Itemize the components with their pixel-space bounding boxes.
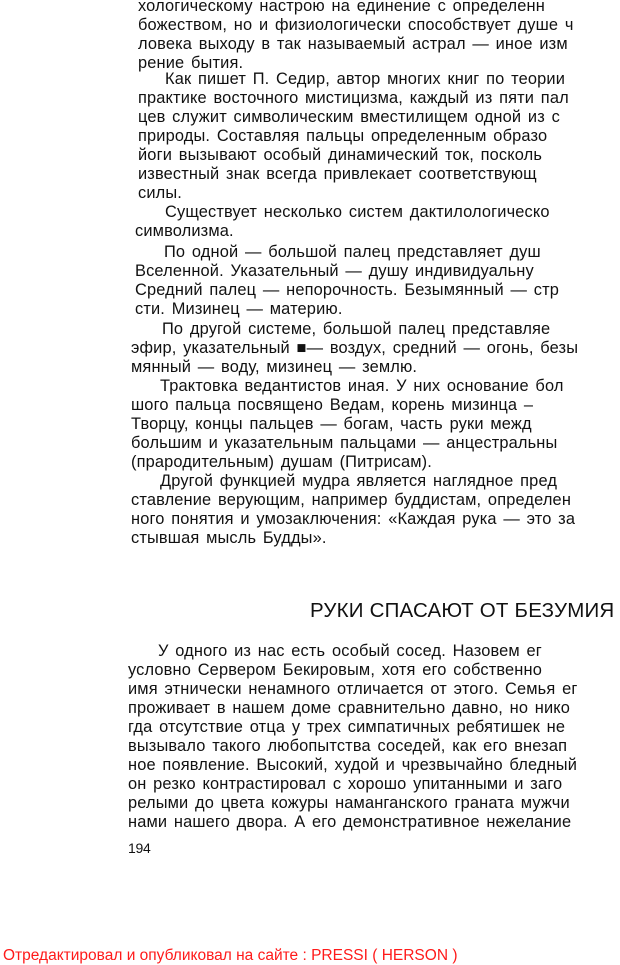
text-line: проживает в нашем доме сравнительно давно, но нико — [128, 699, 571, 717]
text-line: большим и указательным пальцами — анцестральны — [131, 434, 558, 452]
text-line: эфир, указательный ■— воздух, средний — огонь, безы — [131, 339, 579, 357]
publisher-footer: Отредактировал и опубликовал на сайте : PRESSI ( HERSON ) — [3, 947, 458, 964]
text-line: йоги вызывают особый динамический ток, посколь — [138, 146, 543, 164]
text-line: Как пишет П. Седир, автор многих книг по теории — [165, 70, 566, 88]
text-line: нами нашего двора. А его демонстративное нежелание — [128, 813, 572, 831]
text-line: рение бытия. — [138, 54, 244, 72]
text-line: (прародительным) душам (Питрисам). — [131, 453, 432, 471]
text-line: имя этнически ненамного отличается от этого. Семья ег — [128, 680, 578, 698]
text-line: известный знак всегда привлекает соответствующ — [138, 165, 537, 183]
text-line: символизма. — [135, 222, 234, 240]
text-line: он резко контрастировал с хорошо упитанными и заго — [128, 775, 563, 793]
text-line: цев служит символическим вместилищем одной из с — [138, 108, 560, 126]
text-line: Средний палец — непорочность. Безымянный — стр — [135, 281, 560, 299]
text-line: природы. Составляя пальцы определенным образо — [138, 127, 548, 145]
text-line: ного понятия и умозаключения: «Каждая рука — это за — [131, 510, 576, 528]
text-line: ловека выходу в так называемый астрал — иное изм — [138, 35, 568, 53]
text-line: По другой системе, большой палец представляе — [162, 320, 551, 338]
text-line: Вселенной. Указательный — душу индивидуальну — [135, 262, 534, 280]
text-line: гда отсутствие отца у трех симпатичных ребятишек не — [128, 718, 566, 736]
chapter-heading: РУКИ СПАСАЮТ ОТ БЕЗУМИЯ — [310, 599, 615, 622]
text-line: божеством, но и физиологически способствует душе ч — [138, 16, 574, 34]
text-line: мянный — воду, мизинец — землю. — [131, 358, 418, 376]
text-line: Творцу, концы пальцев — богам, часть руки межд — [131, 415, 532, 433]
text-line: практике восточного мистицизма, каждый из пяти пал — [138, 89, 569, 107]
text-line: Существует несколько систем дактилологическо — [165, 203, 550, 221]
text-line: условно Сервером Бекировым, хотя его собственно — [128, 661, 542, 679]
text-line: ное появление. Высокий, худой и чрезвычайно бледный — [128, 756, 578, 774]
text-line: Трактовка ведантистов иная. У них основание бол — [160, 377, 564, 395]
text-line: шого пальца посвящено Ведам, корень мизинца – — [131, 396, 534, 414]
text-line: Другой функцией мудра является наглядное пред — [160, 472, 558, 490]
text-line: силы. — [138, 184, 182, 202]
text-line: ставление верующим, например буддистам, определен — [131, 491, 572, 509]
text-line: вызывало такого любопытства соседей, как его внезап — [128, 737, 568, 755]
text-line: стывшая мысль Будды». — [131, 529, 327, 547]
text-line: хологическому настрою на единение с определенн — [138, 0, 545, 15]
text-line: У одного из нас есть особый сосед. Назовем ег — [158, 642, 542, 660]
text-line: По одной — большой палец представляет душ — [164, 243, 541, 261]
text-line: релыми до цвета кожуры наманганского граната мужчи — [128, 794, 570, 812]
page-number: 194 — [128, 840, 151, 856]
text-line: сти. Мизинец — материю. — [135, 300, 343, 318]
